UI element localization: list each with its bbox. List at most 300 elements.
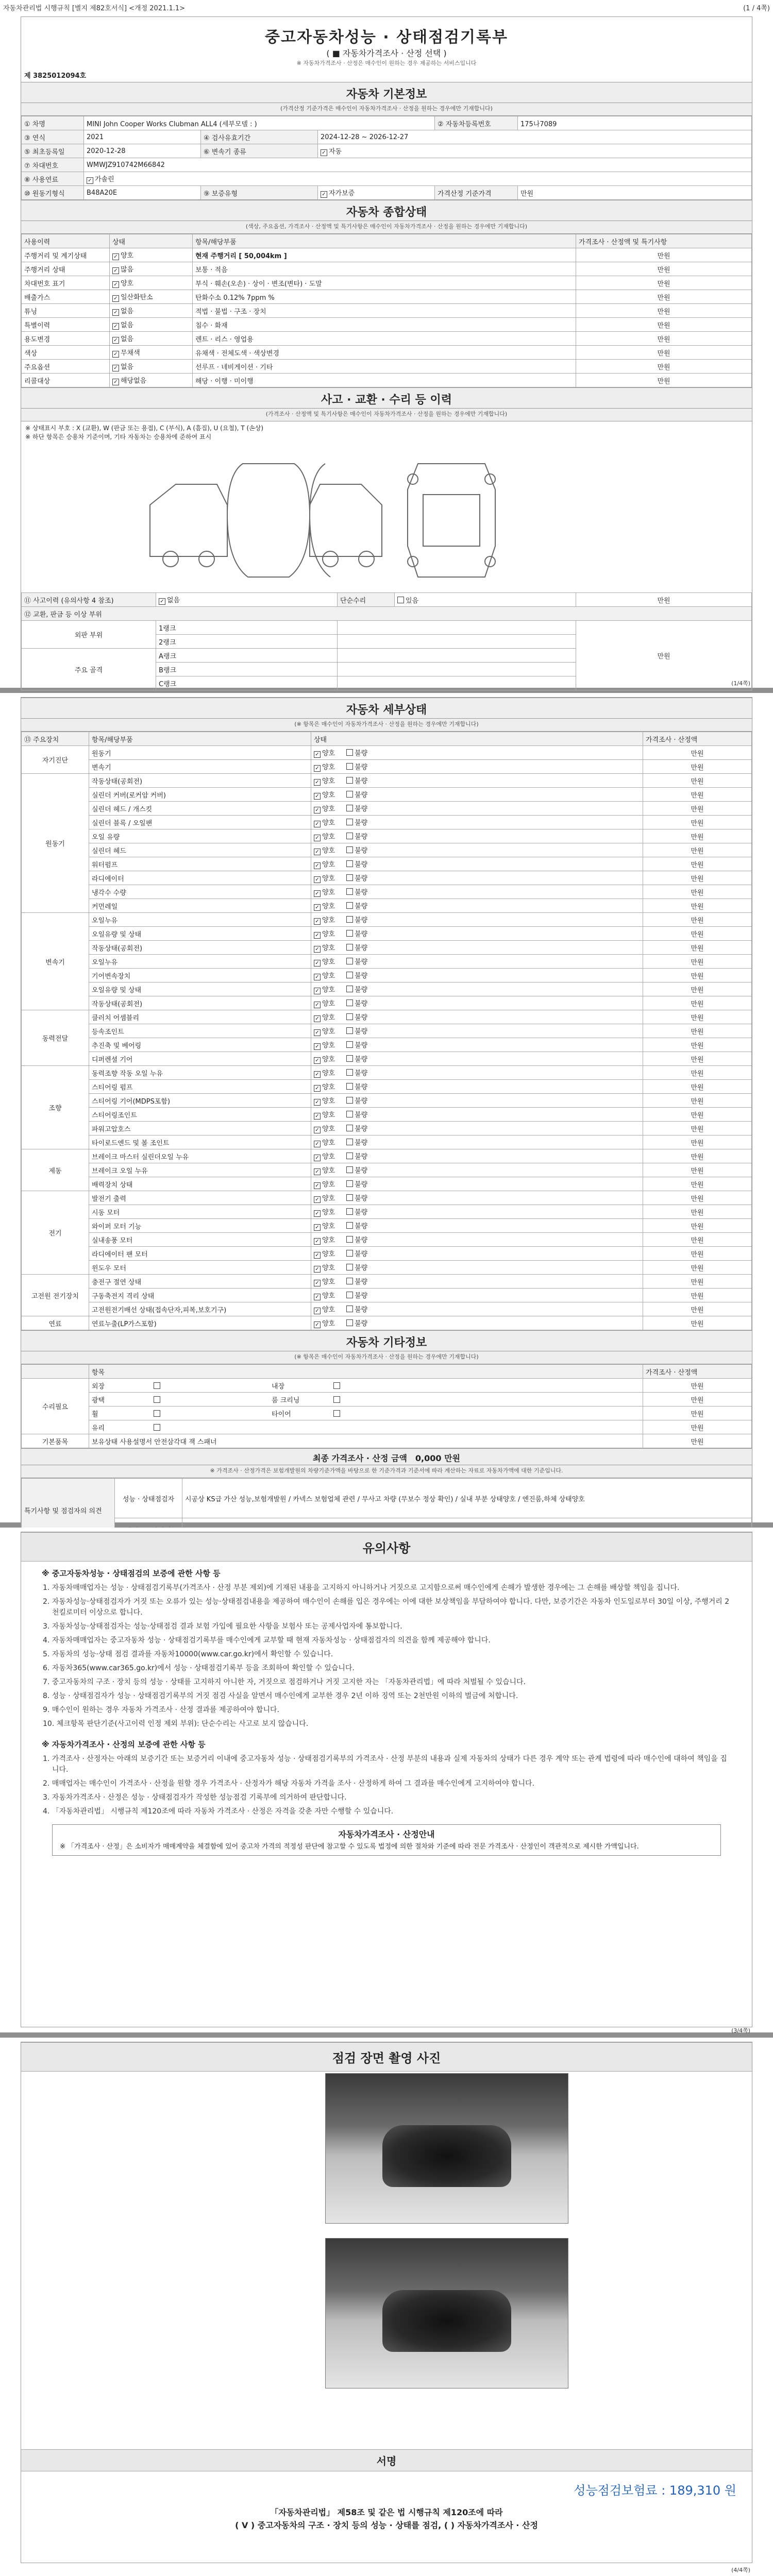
basic-info-table bbox=[21, 116, 752, 200]
notes-section-1: ※ 중고자동차성능 · 상태점검의 보증에 관한 사항 등 bbox=[42, 1569, 221, 1578]
checkbox-checked-icon: ✓ bbox=[112, 379, 119, 385]
checkbox-checked-icon: ✓ bbox=[321, 149, 327, 156]
checkbox-checked-icon: ✓ bbox=[314, 1224, 321, 1231]
checkbox-checked-icon: ✓ bbox=[314, 1071, 321, 1078]
list-item: 9. 매수인이 원하는 경우 자동차 가격조사 · 산정 결과를 제공하여야 합니다. bbox=[43, 1706, 279, 1714]
table-row: 냉각수 수량 ✓ 양호 불량 만원 bbox=[22, 885, 752, 899]
table-row: 실린더 블록 / 오일팬 ✓ 양호 불량 만원 bbox=[22, 816, 752, 829]
detail-group-label: 자기진단 bbox=[22, 746, 89, 774]
overall-title: 자동차 종합상태 bbox=[21, 200, 752, 221]
detail-item-label: 시동 모터 bbox=[89, 1205, 311, 1219]
checkbox-icon bbox=[333, 1382, 340, 1389]
accident-price: 만원 bbox=[576, 593, 752, 607]
first-reg-label: ⑤ 최초등록일 bbox=[22, 144, 84, 158]
page-1 bbox=[0, 0, 773, 688]
checkbox-checked-icon: ✓ bbox=[314, 918, 321, 925]
table-row: 오일유량 및 상태 ✓ 양호 불량 만원 bbox=[22, 982, 752, 996]
checkbox-icon bbox=[333, 1410, 340, 1417]
vin-number: WMWJZ910742M66842 bbox=[84, 158, 752, 172]
table-row: 고전원전기배선 상태(접속단자,피복,보호기구) ✓ 양호 불량 만원 bbox=[22, 1302, 752, 1316]
detail-item-label: 스티어링 펌프 bbox=[89, 1080, 311, 1094]
detail-body bbox=[22, 746, 752, 1330]
checkbox-icon bbox=[346, 1111, 353, 1117]
checkbox-icon bbox=[346, 1125, 353, 1131]
list-item: 5. 자동차의 성능·상태 점검 결과를 자동차10000(www.car.go.kr)에서 확인할 수 있습니다. bbox=[43, 1650, 333, 1658]
checkbox-icon bbox=[346, 791, 353, 798]
car-diagram bbox=[21, 443, 752, 592]
page-4 bbox=[0, 2038, 773, 2576]
checkbox-icon bbox=[346, 972, 353, 978]
checkbox-checked-icon: ✓ bbox=[314, 946, 321, 953]
notes-list-2 bbox=[21, 1754, 752, 1817]
overall-header-0: 사용이력 bbox=[22, 234, 110, 248]
checkbox-checked-icon: ✓ bbox=[112, 267, 119, 274]
other-note: (※ 항목은 매수인이 자동차가격조사 · 산정을 원하는 경우에만 기재합니다) bbox=[21, 1351, 752, 1364]
checkbox-checked-icon: ✓ bbox=[314, 890, 321, 897]
checkbox-checked-icon: ✓ bbox=[321, 191, 327, 198]
basic-items-label: 기본품목 bbox=[22, 1434, 89, 1448]
warranty-label: ⑨ 보증유형 bbox=[201, 186, 318, 200]
table-row: 배출가스 ✓ 일산화탄소 탄화수소 0.12% 7ppm % 만원 bbox=[22, 290, 752, 304]
photos-block bbox=[21, 2042, 752, 2563]
document-subtitle: ( ■ 자동차가격조사 · 산정 선택 ) bbox=[326, 48, 447, 58]
detail-table bbox=[21, 732, 752, 1330]
checkbox-icon bbox=[346, 1041, 353, 1048]
checkbox-icon bbox=[346, 860, 353, 867]
detail-item-label: 연료누출(LP가스포함) bbox=[89, 1316, 311, 1330]
checkbox-icon bbox=[397, 597, 404, 603]
detail-item-label: 워터펌프 bbox=[89, 857, 311, 871]
basic-info-title: 자동차 기본정보 bbox=[21, 82, 752, 103]
page-number: (1/4쪽) bbox=[731, 680, 750, 687]
notes-title: 유의사항 bbox=[21, 1532, 752, 1562]
detail-item-label: 실린더 헤드 / 개스킷 bbox=[89, 802, 311, 816]
car-name: MINI John Cooper Works Clubman ALL4 (세부모델 : ) bbox=[84, 116, 435, 130]
detail-group-label: 조향 bbox=[22, 1066, 89, 1149]
checkbox-checked-icon: ✓ bbox=[314, 1238, 321, 1245]
table-row: 변속기 ✓ 양호 불량 만원 bbox=[22, 760, 752, 774]
checkbox-icon bbox=[346, 1208, 353, 1215]
list-item: 7. 중고자동차의 구조 · 장치 등의 성능 · 상태를 고지하지 아니한 자, 거짓으로 점검하거나 거짓 고지한 자는 「자동차관리법」에 따라 처벌될 수 있습니다. bbox=[43, 1678, 526, 1686]
fuel-label: ⑧ 사용연료 bbox=[22, 172, 84, 186]
detail-item-label: 타이로드엔드 및 볼 조인트 bbox=[89, 1136, 311, 1149]
overall-header-1: 상태 bbox=[110, 234, 193, 248]
checkbox-icon bbox=[346, 1027, 353, 1034]
detail-group-label: 제동 bbox=[22, 1149, 89, 1191]
overall-header-2: 항목/해당부품 bbox=[193, 234, 576, 248]
detail-item-label: 원동기 bbox=[89, 746, 311, 760]
detail-item-label: 실린더 헤드 bbox=[89, 843, 311, 857]
checkbox-icon bbox=[346, 1166, 353, 1173]
sign-label: 서명 bbox=[21, 2449, 752, 2471]
list-item: 1. 가격조사 · 산정자는 아래의 보증기간 또는 보증거리 이내에 중고자동차 성능 · 상태점검기록부의 가격조사 · 산정 부분의 내용과 실제 자동차의 상태가 다른 경우 계약 또는 관계 법령에 따라 매수인에 대하여 책임을 집니다. bbox=[43, 1755, 727, 1774]
checkbox-checked-icon: ✓ bbox=[314, 1043, 321, 1050]
final-amount: 0,000 만원 bbox=[415, 1453, 461, 1463]
checkbox-checked-icon: ✓ bbox=[314, 974, 321, 980]
detail-group-label: 동력전달 bbox=[22, 1010, 89, 1066]
table-row: 실내송풍 모터 ✓ 양호 불량 만원 bbox=[22, 1233, 752, 1247]
checkbox-checked-icon: ✓ bbox=[314, 1182, 321, 1189]
checkbox-icon bbox=[346, 1236, 353, 1243]
checkbox-icon bbox=[346, 833, 353, 839]
checkbox-icon bbox=[346, 1097, 353, 1104]
table-row: 기어변속장치 ✓ 양호 불량 만원 bbox=[22, 969, 752, 982]
table-row: 구동축전지 격리 상태 ✓ 양호 불량 만원 bbox=[22, 1289, 752, 1302]
year-label: ③ 연식 bbox=[22, 130, 84, 144]
checkbox-icon bbox=[346, 1055, 353, 1062]
checkbox-checked-icon: ✓ bbox=[314, 1168, 321, 1175]
inspection-photo-front bbox=[325, 2073, 568, 2224]
repair-needed-label: 수리필요 bbox=[22, 1379, 89, 1434]
notes-block bbox=[21, 1532, 752, 2027]
detail-item-label: 스티어링조인트 bbox=[89, 1108, 311, 1122]
table-row: 연료 연료누출(LP가스포함) ✓ 양호 불량 만원 bbox=[22, 1316, 752, 1330]
table-row: 원동기 작동상태(공회전) ✓ 양호 불량 만원 bbox=[22, 774, 752, 788]
checkbox-icon bbox=[346, 986, 353, 992]
table-row: 자기진단 원동기 ✓ 양호 불량 만원 bbox=[22, 746, 752, 760]
document-number: 제 3825012094호 bbox=[24, 72, 87, 80]
page-3 bbox=[0, 1528, 773, 2032]
detail-item-label: 발전기 출력 bbox=[89, 1191, 311, 1205]
checkbox-checked-icon: ✓ bbox=[112, 295, 119, 302]
table-row: 스티어링조인트 ✓ 양호 불량 만원 bbox=[22, 1108, 752, 1122]
list-item: 2. 매매업자는 매수인이 가격조사 · 산정을 원할 경우 가격조사 · 산정자가 해당 자동차 가격을 조사 · 산정하게 하여 그 결과를 매수인에게 고지하여야 합니다. bbox=[43, 1780, 535, 1788]
outer-label: 외판 부위 bbox=[22, 621, 156, 649]
accident-legend-2: ※ 하단 항목은 승용차 기준이며, 기타 자동차는 승용차에 준하여 표시 bbox=[25, 433, 212, 440]
basic-items: 보유상태 사용설명서 안전삼각대 잭 스패너 bbox=[89, 1434, 643, 1448]
detail-header-0: ⑬ 주요장치 bbox=[22, 732, 89, 746]
table-row: 등속조인트 ✓ 양호 불량 만원 bbox=[22, 1024, 752, 1038]
table-row: 리콜대상 ✓ 해당없음 해당 · 이행 · 미이행 만원 bbox=[22, 374, 752, 387]
document-note: ※ 자동차가격조사 · 산정은 매수인이 원하는 경우 제공하는 서비스입니다 bbox=[296, 60, 477, 66]
checkbox-checked-icon: ✓ bbox=[314, 1002, 321, 1008]
detail-item-label: 고전원전기배선 상태(접속단자,피복,보호기구) bbox=[89, 1302, 311, 1316]
checkbox-checked-icon: ✓ bbox=[112, 309, 119, 316]
detail-item-label: 브레이크 마스터 실린더오일 누유 bbox=[89, 1149, 311, 1163]
table-row: 전기 발전기 출력 ✓ 양호 불량 만원 bbox=[22, 1191, 752, 1205]
checkbox-checked-icon: ✓ bbox=[314, 876, 321, 883]
checkbox-icon bbox=[346, 1139, 353, 1145]
history-value: 없음 bbox=[167, 597, 180, 604]
checkbox-icon bbox=[346, 930, 353, 937]
table-row: 라디에이터 ✓ 양호 불량 만원 bbox=[22, 871, 752, 885]
table-row: 차대번호 표기 ✓ 양호 부식 · 훼손(오손) · 상이 · 변조(변타) · 도말 만원 bbox=[22, 276, 752, 290]
checkbox-icon bbox=[346, 1013, 353, 1020]
history-label: ⑪ 사고이력 (유의사항 4 참조) bbox=[22, 593, 156, 607]
fuel-type: 가솔린 bbox=[95, 176, 114, 183]
page-2 bbox=[0, 693, 773, 1522]
first-registration: 2020-12-28 bbox=[84, 144, 201, 158]
page-number: (3/4쪽) bbox=[731, 2027, 750, 2034]
table-row: 윈도우 모터 ✓ 양호 불량 만원 bbox=[22, 1261, 752, 1275]
car-photo-icon bbox=[382, 2125, 511, 2187]
checkbox-icon bbox=[346, 1180, 353, 1187]
checkbox-checked-icon: ✓ bbox=[314, 835, 321, 841]
price-basis-label: 가격산정 기준가격 bbox=[435, 186, 518, 200]
table-row: 디퍼렌셜 기어 ✓ 양호 불량 만원 bbox=[22, 1052, 752, 1066]
plate-number: 175나7089 bbox=[518, 116, 752, 130]
checkbox-icon bbox=[346, 999, 353, 1006]
table-row: 고전원 전기장치 충전구 절연 상태 ✓ 양호 불량 만원 bbox=[22, 1275, 752, 1289]
notes-info-text: ※ 「가격조사 · 산정」은 소비자가 매매계약을 체결함에 있어 중고차 가격의 적정성 판단에 참고할 수 있도록 법정에 의한 절차와 기준에 따라 전문 가격조사 · 산정인이 객관적으로 제시한 가액입니다. bbox=[60, 1843, 639, 1851]
checkbox-icon bbox=[346, 874, 353, 881]
checkbox-checked-icon: ✓ bbox=[112, 323, 119, 330]
table-row: 추진축 및 베어링 ✓ 양호 불량 만원 bbox=[22, 1038, 752, 1052]
checkbox-checked-icon: ✓ bbox=[314, 793, 321, 800]
checkbox-checked-icon: ✓ bbox=[314, 1155, 321, 1161]
footer-law: 「자동차관리법」 제58조 및 같은 법 시행규칙 제120조에 따라 bbox=[270, 2507, 503, 2517]
detail-item-label: 스티어링 기어(MDPS포함) bbox=[89, 1094, 311, 1108]
basic-info-note: (가격산정 기준가격은 매수인이 자동차가격조사 · 산정을 원하는 경우에만 기재합니다) bbox=[21, 103, 752, 116]
detail-block bbox=[21, 697, 752, 1543]
accident-legend: ※ 상태표시 부호 : X (교환), W (판금 또는 용접), C (부식), A (흠집), U (요철), T (손상) bbox=[25, 425, 264, 432]
table-row: 동력전달 클러치 어셈블리 ✓ 양호 불량 만원 bbox=[22, 1010, 752, 1024]
table-row: 스티어링 펌프 ✓ 양호 불량 만원 bbox=[22, 1080, 752, 1094]
checkbox-checked-icon: ✓ bbox=[314, 1113, 321, 1120]
other-header-0: 항목 bbox=[89, 1365, 643, 1379]
table-row: 주행거리 상태 ✓ 많음 보통 · 적음 만원 bbox=[22, 262, 752, 276]
table-row: 배력장치 상태 ✓ 양호 불량 만원 bbox=[22, 1177, 752, 1191]
checkbox-checked-icon: ✓ bbox=[314, 1085, 321, 1092]
special-label: 특기사항 및 점검자의 의견 bbox=[22, 1479, 115, 1543]
inspection-period: 2024-12-28 ~ 2026-12-27 bbox=[318, 130, 752, 144]
checkbox-icon bbox=[154, 1410, 160, 1417]
table-row: 색상 ✓ 무채색 유채색 · 전체도색 · 색상변경 만원 bbox=[22, 346, 752, 360]
table-row: 제동 브레이크 마스터 실린더오일 누유 ✓ 양호 불량 만원 bbox=[22, 1149, 752, 1163]
checkbox-checked-icon: ✓ bbox=[314, 1266, 321, 1273]
detail-item-label: 오일누유 bbox=[89, 955, 311, 969]
detail-item-label: 와이퍼 모터 기능 bbox=[89, 1219, 311, 1233]
checkbox-checked-icon: ✓ bbox=[159, 598, 165, 605]
detail-item-label: 추진축 및 베어링 bbox=[89, 1038, 311, 1052]
overall-header-3: 가격조사 · 산정액 및 특기사항 bbox=[576, 234, 752, 248]
accident-note: (가격조사 · 산정액 및 특기사항은 매수인이 자동차가격조사 · 산정을 원하는 경우에만 기재합니다) bbox=[21, 409, 752, 421]
checkbox-checked-icon: ✓ bbox=[314, 1210, 321, 1217]
detail-title: 자동차 세부상태 bbox=[21, 698, 752, 719]
other-table: 항목 가격조사 · 산정액 수리필요 외장 내장 만원 광택 룸 크리닝 만원 휠 타이어 만원 유리 만원 기본품목 보유상태 사용설명서 안전삼각대 잭 스패너 만원 bbox=[21, 1364, 752, 1448]
detail-group-label: 연료 bbox=[22, 1316, 89, 1330]
checkbox-checked-icon: ✓ bbox=[314, 779, 321, 786]
detail-group-label: 전기 bbox=[22, 1191, 89, 1275]
checkbox-checked-icon: ✓ bbox=[314, 1308, 321, 1314]
form-header-right: (1 / 4쪽) bbox=[743, 5, 770, 12]
detail-item-label: 커먼레일 bbox=[89, 899, 311, 913]
table-row: 주요옵션 ✓ 없음 선루프 · 네비게이션 · 기타 만원 bbox=[22, 360, 752, 374]
form-header bbox=[0, 0, 773, 12]
list-item: 4. 「자동차관리법」 시행규칙 제120조에 따라 자동차 가격조사 · 산정은 자격을 갖춘 자만 수행할 수 있습니다. bbox=[43, 1807, 394, 1816]
checkbox-checked-icon: ✓ bbox=[112, 365, 119, 371]
detail-header-1: 항목/해당부품 bbox=[89, 732, 311, 746]
checkbox-checked-icon: ✓ bbox=[314, 807, 321, 814]
detail-item-label: 실내송풍 모터 bbox=[89, 1233, 311, 1247]
list-item: 6. 자동차365(www.car365.go.kr)에서 성능 · 상태점검기록부 등을 조회하여 확인할 수 있습니다. bbox=[43, 1664, 355, 1672]
checkbox-checked-icon: ✓ bbox=[112, 337, 119, 344]
checkbox-icon bbox=[346, 1153, 353, 1159]
notes-info-title: 자동차가격조사 · 산정안내 bbox=[338, 1829, 435, 1839]
checkbox-checked-icon: ✓ bbox=[314, 960, 321, 967]
price-unit: 만원 bbox=[520, 190, 534, 198]
checkbox-icon bbox=[346, 1264, 353, 1270]
other-title: 자동차 기타정보 bbox=[21, 1330, 752, 1351]
checkbox-checked-icon: ✓ bbox=[314, 932, 321, 939]
checkbox-checked-icon: ✓ bbox=[314, 849, 321, 855]
photos-title: 점검 장면 촬영 사진 bbox=[21, 2042, 752, 2072]
checkbox-checked-icon: ✓ bbox=[314, 1057, 321, 1064]
checkbox-checked-icon: ✓ bbox=[314, 1280, 321, 1286]
checkbox-icon bbox=[346, 902, 353, 909]
table-row: 튜닝 ✓ 없음 적법 · 불법 · 구조 · 장치 만원 bbox=[22, 304, 752, 318]
checkbox-checked-icon: ✓ bbox=[314, 1196, 321, 1203]
parts-label: ⑫ 교환, 판금 등 이상 부위 bbox=[22, 607, 752, 621]
detail-item-label: 배력장치 상태 bbox=[89, 1177, 311, 1191]
repair-value: 있음 bbox=[406, 597, 419, 605]
checkbox-icon bbox=[346, 763, 353, 770]
overall-note: (색상, 주요옵션, 가격조사 · 산정액 및 특기사항은 매수인이 자동차가격조사 · 산정을 원하는 경우에만 기재합니다) bbox=[21, 221, 752, 234]
table-row: 작동상태(공회전) ✓ 양호 불량 만원 bbox=[22, 996, 752, 1010]
table-row: 와이퍼 모터 기능 ✓ 양호 불량 만원 bbox=[22, 1219, 752, 1233]
table-row: 실린더 커버(로커암 커버) ✓ 양호 불량 만원 bbox=[22, 788, 752, 802]
table-row: 용도변경 ✓ 없음 렌트 · 리스 · 영업용 만원 bbox=[22, 332, 752, 346]
checkbox-checked-icon: ✓ bbox=[112, 351, 119, 358]
vin-label: ⑦ 차대번호 bbox=[22, 158, 84, 172]
detail-item-label: 오일유량 및 상태 bbox=[89, 927, 311, 941]
checkbox-icon bbox=[346, 916, 353, 923]
checkbox-icon bbox=[154, 1396, 160, 1403]
table-row: 오일누유 ✓ 양호 불량 만원 bbox=[22, 955, 752, 969]
document-title: 중고자동차성능 · 상태점검기록부 bbox=[264, 28, 508, 46]
transmission-label: ⑥ 변속기 종류 bbox=[201, 144, 318, 158]
list-item: 2. 자동차성능·상태점검자가 거짓 또는 오류가 있는 성능·상태점검내용을 제공하여 매수인이 손해를 입은 경우에는 이에 대한 보상책임을 부담하여야 합니다. 다만, 보증기간은 자동차 인도일로부터 30일 이상, 주행거리 2천킬로미터 이상으로 합니다. bbox=[43, 1598, 730, 1617]
checkbox-checked-icon: ✓ bbox=[314, 1015, 321, 1022]
detail-item-label: 라디에이터 bbox=[89, 871, 311, 885]
checkbox-checked-icon: ✓ bbox=[87, 177, 93, 184]
table-row: 시동 모터 ✓ 양호 불량 만원 bbox=[22, 1205, 752, 1219]
rank-1: 1랭크 bbox=[156, 621, 338, 635]
checkbox-icon bbox=[346, 819, 353, 825]
checkbox-icon bbox=[346, 777, 353, 784]
accident-table bbox=[21, 592, 752, 690]
table-row: 커먼레일 ✓ 양호 불량 만원 bbox=[22, 899, 752, 913]
detail-item-label: 냉각수 수량 bbox=[89, 885, 311, 899]
special-table: 특기사항 및 점검자의 의견 성능 · 상태점검자 시공상 KS급 가산 성능,보험개발원 / 카넥스 보험업체 관련 / 무사고 차량 (무보수 정상 확인) / 실내 부분 상태양호 / 엔진룸,하체 상태양호 bbox=[21, 1478, 752, 1543]
checkbox-checked-icon: ✓ bbox=[314, 988, 321, 994]
checkbox-checked-icon: ✓ bbox=[314, 904, 321, 911]
transmission-type: 자동 bbox=[329, 148, 342, 156]
detail-group-label: 원동기 bbox=[22, 774, 89, 913]
detail-item-label: 충전구 절연 상태 bbox=[89, 1275, 311, 1289]
table-row: 브레이크 오일 누유 ✓ 양호 불량 만원 bbox=[22, 1163, 752, 1177]
checkbox-checked-icon: ✓ bbox=[314, 1321, 321, 1328]
list-item: 3. 자동차가격조사 · 산정은 성능 · 상태점검자가 작성한 성능점검 기록부에 의거하여 판단합니다. bbox=[43, 1793, 347, 1802]
table-row: 오일 유량 ✓ 양호 불량 만원 bbox=[22, 829, 752, 843]
checkbox-icon bbox=[346, 1319, 353, 1326]
detail-item-label: 구동축전지 격리 상태 bbox=[89, 1289, 311, 1302]
detail-item-label: 작동상태(공회전) bbox=[89, 774, 311, 788]
checkbox-icon bbox=[346, 846, 353, 853]
detail-item-label: 실린더 커버(로커암 커버) bbox=[89, 788, 311, 802]
notes-info-box bbox=[52, 1824, 721, 1856]
detail-item-label: 윈도우 모터 bbox=[89, 1261, 311, 1275]
checkbox-checked-icon: ✓ bbox=[314, 1141, 321, 1147]
car-name-label: ① 차명 bbox=[22, 116, 84, 130]
checkbox-checked-icon: ✓ bbox=[314, 862, 321, 869]
checkbox-icon bbox=[346, 1292, 353, 1298]
table-row: 조향 동력조향 작동 오일 누유 ✓ 양호 불량 만원 bbox=[22, 1066, 752, 1080]
table-row: 작동상태(공회전) ✓ 양호 불량 만원 bbox=[22, 941, 752, 955]
engine-type: B48A20E bbox=[84, 186, 201, 200]
parts-price: 만원 bbox=[576, 621, 752, 690]
inspection-photo-rear bbox=[325, 2238, 568, 2388]
repair-label: 단순수리 bbox=[338, 593, 395, 607]
checkbox-icon bbox=[346, 888, 353, 895]
detail-item-label: 오일유량 및 상태 bbox=[89, 982, 311, 996]
frame-label: 주요 골격 bbox=[22, 649, 156, 690]
table-row: 실린더 헤드 ✓ 양호 불량 만원 bbox=[22, 843, 752, 857]
final-note: ※ 가격조사 · 산정가격은 보험개발원의 차량기준가액을 바탕으로 한 기준가격과 기준서에 따라 계산하는 자료로 자동차가액에 대한 기준입니다. bbox=[21, 1465, 752, 1478]
detail-item-label: 디퍼렌셜 기어 bbox=[89, 1052, 311, 1066]
detail-item-label: 오일 유량 bbox=[89, 829, 311, 843]
detail-item-label: 실린더 블록 / 오일팬 bbox=[89, 816, 311, 829]
final-title: 최종 가격조사 · 산정 금액 0,000 만원 bbox=[21, 1448, 752, 1465]
checkbox-checked-icon: ✓ bbox=[314, 1029, 321, 1036]
checkbox-icon bbox=[333, 1396, 340, 1403]
overall-table bbox=[21, 234, 752, 387]
checkbox-checked-icon: ✓ bbox=[314, 1099, 321, 1106]
warranty-type: 자가보증 bbox=[329, 190, 355, 197]
detail-header-3: 가격조사 · 산정액 bbox=[643, 732, 752, 746]
rank-b: B랭크 bbox=[156, 663, 338, 676]
detail-group-label: 고전원 전기장치 bbox=[22, 1275, 89, 1316]
detail-item-label: 클러치 어셈블리 bbox=[89, 1010, 311, 1024]
car-photo-icon bbox=[382, 2290, 511, 2352]
table-row: 스티어링 기어(MDPS포함) ✓ 양호 불량 만원 bbox=[22, 1094, 752, 1108]
checkbox-icon bbox=[346, 1222, 353, 1229]
detail-note: (※ 항목은 매수인이 자동차가격조사 · 산정을 원하는 경우에만 기재합니다) bbox=[21, 719, 752, 732]
checkbox-checked-icon: ✓ bbox=[314, 751, 321, 758]
checkbox-icon bbox=[346, 958, 353, 964]
notes-list-1 bbox=[21, 1583, 752, 1730]
detail-header-2: 상태 bbox=[311, 732, 643, 746]
rank-2: 2랭크 bbox=[156, 635, 338, 649]
list-item: 3. 자동차성능·상태점검자는 성능·상태점검 결과 보험 가입에 필요한 사항을 보험사 또는 공제사업자에 통보합니다. bbox=[43, 1622, 402, 1631]
detail-item-label: 동력조향 작동 오일 누유 bbox=[89, 1066, 311, 1080]
special-text: 시공상 KS급 가산 성능,보험개발원 / 카넥스 보험업체 관련 / 무사고 차량 (무보수 정상 확인) / 실내 부분 상태양호 / 엔진룸,하체 상태양호 bbox=[182, 1479, 752, 1518]
form-header-left: 자동차관리법 시행규칙 [별지 제82호서식] <개정 2021.1.1> bbox=[3, 5, 186, 12]
checkbox-icon bbox=[346, 1083, 353, 1090]
checkbox-checked-icon: ✓ bbox=[314, 821, 321, 827]
checkbox-icon bbox=[346, 1069, 353, 1076]
checkbox-icon bbox=[346, 805, 353, 811]
checkbox-icon bbox=[346, 1306, 353, 1312]
table-row: 라디에이터 팬 모터 ✓ 양호 불량 만원 bbox=[22, 1247, 752, 1261]
checkbox-icon bbox=[346, 944, 353, 951]
table-row: 타이로드엔드 및 볼 조인트 ✓ 양호 불량 만원 bbox=[22, 1136, 752, 1149]
rank-c: C랭크 bbox=[156, 676, 338, 690]
detail-item-label: 라디에이터 팬 모터 bbox=[89, 1247, 311, 1261]
page-number: (4/4쪽) bbox=[731, 2567, 750, 2573]
checkbox-icon bbox=[346, 1194, 353, 1201]
table-row: 변속기 오일누유 ✓ 양호 불량 만원 bbox=[22, 913, 752, 927]
rank-a: A랭크 bbox=[156, 649, 338, 663]
checkbox-icon bbox=[154, 1424, 160, 1431]
footer-check: ( V ) 중고자동차의 구조 · 장치 등의 성능 · 상태를 점검, ( ) 자동차가격조사 · 산정 bbox=[235, 2520, 538, 2530]
list-item: 8. 성능 · 상태점검자가 성능 · 상태점검기록부의 거짓 점검 사실을 알면서 매수인에게 교부한 경우 2년 이하 징역 또는 2천만원 이하의 벌금에 처합니다. bbox=[43, 1692, 518, 1700]
checkbox-icon bbox=[346, 749, 353, 756]
list-item: 10. 체크항목 판단기준(사고이력 인정 제외 부위): 단순수리는 사고로 보지 않습니다. bbox=[43, 1720, 309, 1728]
checkbox-icon bbox=[154, 1382, 160, 1389]
detail-item-label: 작동상태(공회전) bbox=[89, 941, 311, 955]
inspection-label: ④ 검사유효기간 bbox=[201, 130, 318, 144]
